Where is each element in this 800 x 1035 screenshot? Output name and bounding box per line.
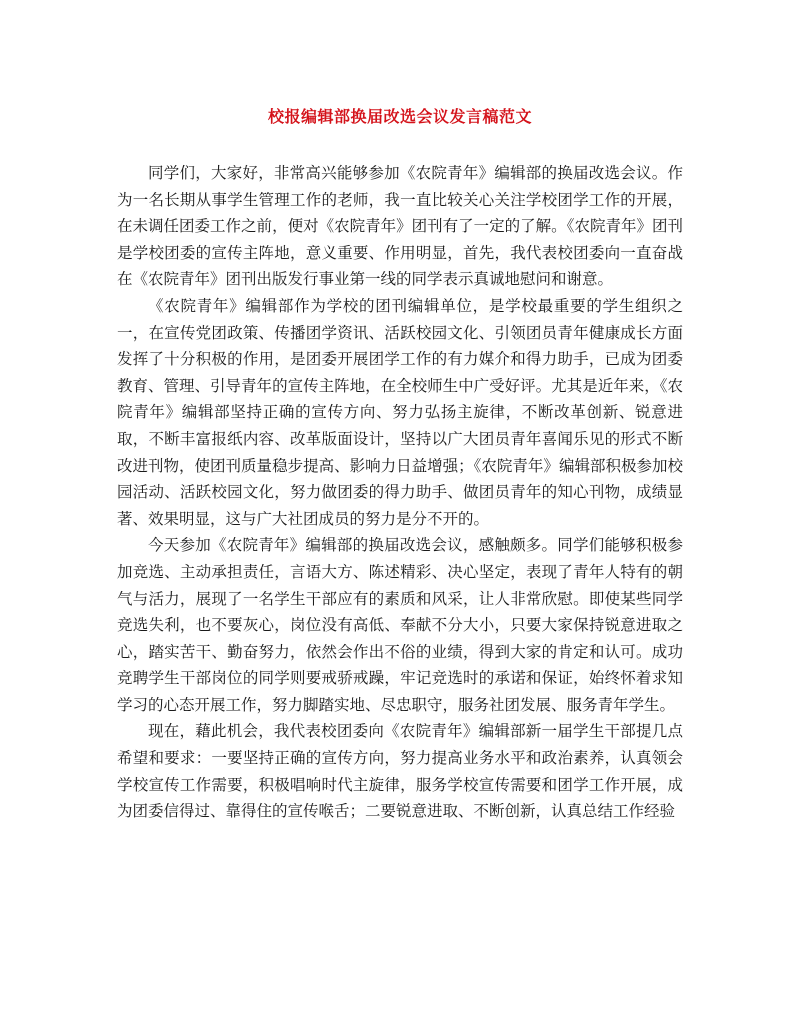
paragraph-1: 同学们，大家好，非常高兴能够参加《农院青年》编辑部的换届改选会议。作为一名长期从事学生管理工作的老师，我一直比较关心关注学校团学工作的开展，在未调任团委工作之前，便对《农院青年》团刊有了一定的了解。《农院青年》团刊是学校团委的宣传主阵地，意义重要、作用明显，首先，我代表校团委向一直奋战在《农院青年》团刊出版发行事业第一线的同学表示真诚地慰问和谢意。 (117, 164, 683, 289)
paragraph-4: 现在，藉此机会，我代表校团委向《农院青年》编辑部新一届学生干部提几点希望和要求：一要坚持正确的宣传方向，努力提高业务水平和政治素养，认真领会学校宣传工作需要，积极唱响时代主旋律，服务学校宣传需要和团学工作开展，成为团委信得过、靠得住的宣传喉舌；二要锐意进取、不断创新，认真总结工作经验 (117, 722, 683, 821)
document-body (117, 160, 683, 825)
document-title: 校报编辑部换届改选会议发言稿范文 (267, 107, 532, 126)
paragraph-3: 今天参加《农院青年》编辑部的换届改选会议，感触颇多。同学们能够积极参加竞选、主动承担责任，言语大方、陈述精彩、决心坚定，表现了青年人特有的朝气与活力，展现了一名学生干部应有的素质和风采，让人非常欣慰。即使某些同学竞选失利，也不要灰心，岗位没有高低、奉献不分大小，只要大家保持锐意进取之心，踏实苦干、勤奋努力，依然会作出不俗的业绩，得到大家的肯定和认可。成功竞聘学生干部岗位的同学则要戒骄戒躁，牢记竞选时的承诺和保证，始终怀着求知学习的心态开展工作，努力脚踏实地、尽忠职守，服务社团发展、服务青年学生。 (117, 536, 683, 714)
paragraph-2: 《农院青年》编辑部作为学校的团刊编辑单位，是学校最重要的学生组织之一，在宣传党团政策、传播团学资讯、活跃校园文化、引领团员青年健康成长方面发挥了十分积极的作用，是团委开展团学工作的有力媒介和得力助手，已成为团委教育、管理、引导青年的宣传主阵地，在全校师生中广受好评。尤其是近年来，《农院青年》编辑部坚持正确的宣传方向、努力弘扬主旋律，不断改革创新、锐意进取，不断丰富报纸内容、改革版面设计，坚持以广大团员青年喜闻乐见的形式不断改进刊物，使团刊质量稳步提高、影响力日益增强；《农院青年》编辑部积极参加校园活动、活跃校园文化，努力做团委的得力助手、做团员青年的知心刊物，成绩显著、效果明显，这与广大社团成员的努力是分不开的。 (117, 296, 683, 528)
